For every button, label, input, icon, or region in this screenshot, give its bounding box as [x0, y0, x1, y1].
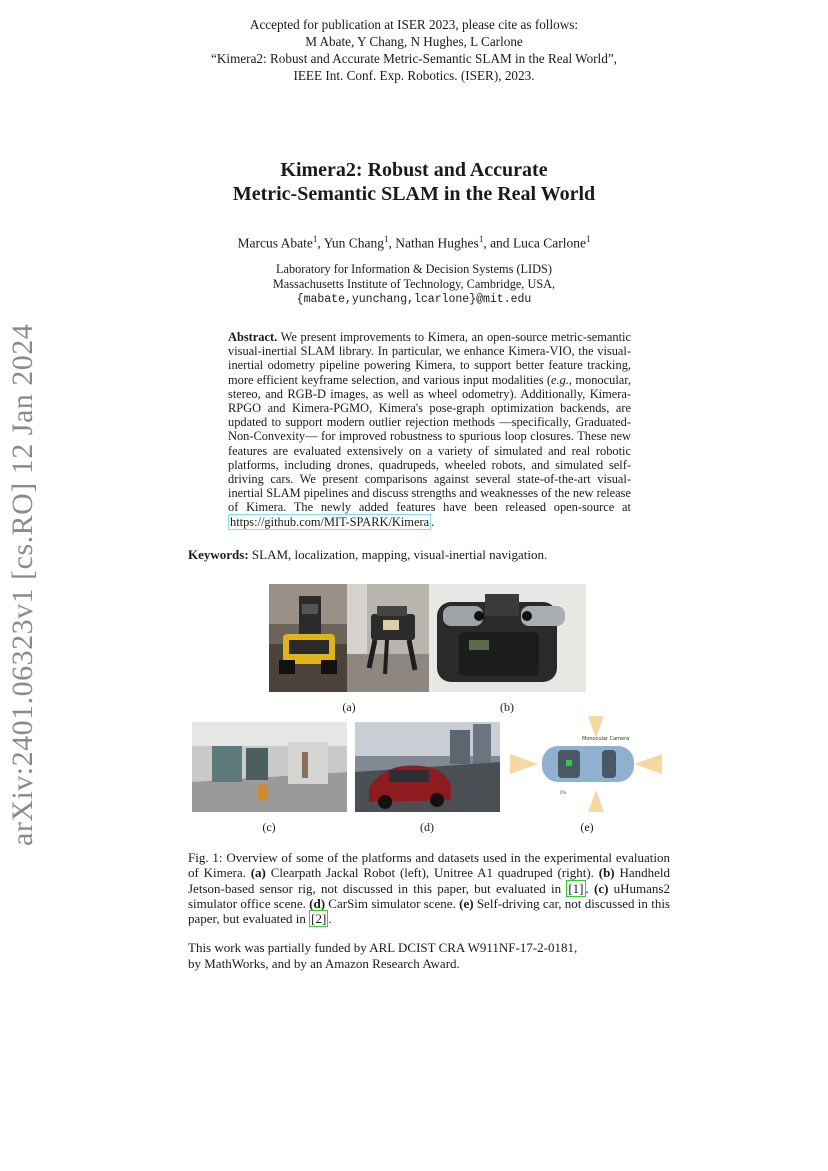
subfigure-label-a: (a) — [342, 700, 356, 714]
paper-title — [150, 158, 678, 206]
monocular-camera-label: Monocular Camera — [582, 736, 630, 742]
citation-link-2[interactable]: [2] — [311, 911, 327, 927]
keywords-label: Keywords: — [188, 547, 249, 562]
office-scene-render — [192, 722, 347, 812]
caption-label-c: (c) — [593, 880, 609, 896]
author-name: Nathan Hughes — [395, 235, 479, 251]
citation-line-2: M Abate, Y Chang, N Hughes, L Carlone — [305, 34, 523, 49]
quadruped-robot-photo — [347, 584, 429, 692]
caption-text-b: Handheld Jetson-based sensor rig, not discussed in this paper, but evaluated in — [188, 865, 670, 896]
caption-text-e: Self-driving car, not discussed in this paper, but evaluated in — [188, 895, 670, 927]
funding-line-1: This work was partially funded by ARL DCIST CRA W911NF-17-2-0181, — [188, 940, 578, 955]
funding-note — [188, 940, 670, 972]
separator: , and — [483, 235, 513, 251]
citation-line-3: “Kimera2: Robust and Accurate Metric-Semantic SLAM in the Real World”, — [211, 51, 617, 66]
abstract-label: Abstract. — [228, 330, 278, 344]
caption-label-e: (e) — [459, 895, 474, 911]
citation-line-1: Accepted for publication at ISER 2023, please cite as follows: — [249, 17, 579, 32]
github-link[interactable]: https://github.com/MIT-SPARK/Kimera — [230, 514, 430, 529]
title-line-2: Metric-Semantic SLAM in the Real World — [232, 183, 596, 205]
keywords-text: SLAM, localization, mapping, visual-inertial navigation. — [251, 547, 548, 562]
caption-text-a: Clearpath Jackal Robot (left), Unitree A1 quadruped (right). — [265, 865, 599, 881]
subfigure-label-b: (b) — [500, 700, 514, 714]
keywords — [188, 547, 668, 563]
caption-text-c: uHumans2 simulator office scene. — [188, 880, 670, 911]
abstract-eg: e.g., — [551, 372, 573, 387]
funding-line-2: by MathWorks, and by an Amazon Research Award. — [188, 956, 460, 971]
caption-text-d: CarSim simulator scene. — [325, 895, 460, 911]
separator: , — [388, 235, 396, 251]
abstract-end: . — [431, 514, 435, 529]
affiliation-mark: 1 — [586, 234, 591, 244]
caption-sep: . — [585, 880, 594, 896]
abstract-text-cont: monocular, stereo, and RGB-D images, as well as wheel odometry). Additionally, Kimera-RPGO and Kimera-PGMO, Kimera's pose-graph optimization backends, are updated to support modern outlier rejection methods —specifically, Graduated-Non-Convexity— for improved robustness to spurious loop closures. These new features are evaluated extensively on a variety of simulated and real robotic platforms, including drones, quadrupeds, wheeled robots, and simulated self-driving cars. We present comparisons against several state-of-the-art visual-inertial SLAM pipelines and discuss strengths and weaknesses of the new release of Kimera. The newly added features have been released open-source at — [228, 372, 631, 515]
author-name: Yun Chang — [323, 235, 384, 251]
affiliation-line-1: Laboratory for Information & Decision Systems (LIDS) — [276, 262, 552, 276]
abstract-text: We present improvements to Kimera, an open-source metric-semantic visual-inertial SLAM library. In particular, we enhance Kimera-VIO, the visual-inertial odometry pipeline powering Kimera, to support better feature tracking, more efficient keyframe selection, and various input modalities ( — [228, 330, 631, 387]
arxiv-identifier-stamp: arXiv:2401.06323v1 [cs.RO] 12 Jan 2024 — [6, 323, 39, 846]
author-name: Marcus Abate — [237, 235, 313, 251]
abstract — [228, 330, 631, 529]
title-line-1: Kimera2: Robust and Accurate — [280, 159, 548, 181]
affiliation-mark: 1 — [312, 234, 318, 244]
citation-link-1[interactable]: [1] — [568, 880, 584, 896]
caption-prefix: Fig. 1: Overview of some of the platforms and datasets used in the experimental evaluation of Kimera. — [188, 850, 670, 881]
citation-line-4: IEEE Int. Conf. Exp. Robotics. (ISER), 2023. — [293, 68, 535, 83]
self-driving-car-diagram — [510, 716, 662, 812]
author-name: Luca Carlone — [512, 235, 587, 251]
figure-caption — [188, 850, 670, 926]
caption-end: . — [328, 911, 332, 927]
separator: , — [317, 235, 324, 251]
jackal-robot-photo — [269, 584, 347, 692]
affiliation-mark: 1 — [478, 234, 484, 244]
carsim-scene-render — [355, 722, 500, 812]
caption-label-b: (b) — [598, 865, 615, 881]
author-list — [150, 234, 678, 252]
fov-label: 0% — [560, 790, 567, 795]
affiliation-mark: 1 — [383, 234, 389, 244]
subfigure-label-d: (d) — [420, 820, 434, 834]
subfigure-label-e: (e) — [580, 820, 594, 834]
sensor-rig-photo — [429, 584, 586, 692]
caption-label-a: (a) — [250, 865, 266, 881]
subfigure-label-c: (c) — [262, 820, 276, 834]
author-email: {mabate,yunchang,lcarlone}@mit.edu — [296, 293, 532, 306]
caption-label-d: (d) — [309, 895, 326, 911]
affiliation — [150, 262, 678, 307]
affiliation-line-2: Massachusetts Institute of Technology, Cambridge, USA, — [272, 277, 556, 291]
citation-header — [150, 16, 678, 84]
